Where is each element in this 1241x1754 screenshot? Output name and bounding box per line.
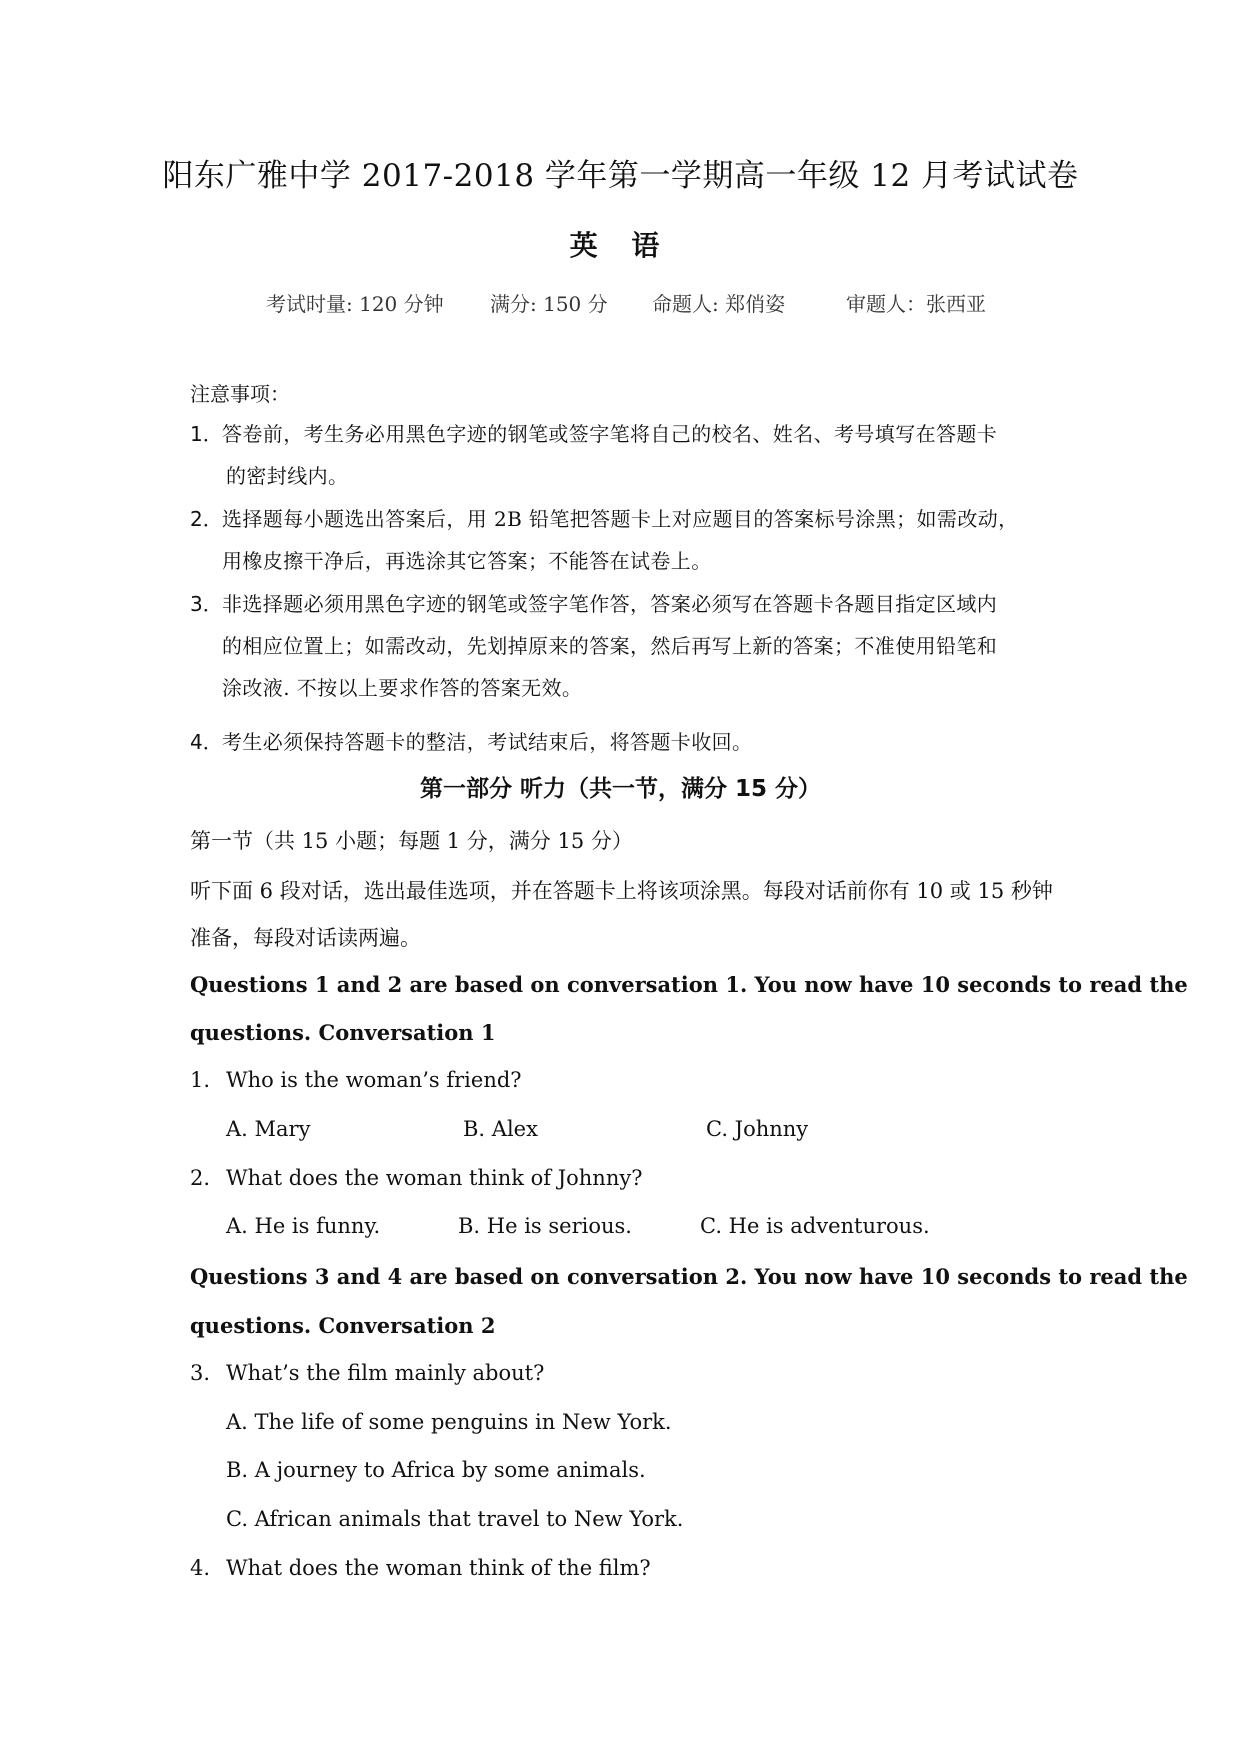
conversation-1-intro: Questions 1 and 2 are based on conversation 1. You now have 10 seconds to read the bbox=[190, 972, 1188, 997]
note-line: 的密封线内。 bbox=[226, 464, 349, 488]
part-one-heading: 第一部分 听力（共一节，满分 15 分） bbox=[419, 776, 822, 802]
question-number: 4. bbox=[190, 1556, 211, 1580]
note-line: 考生必须保持答题卡的整洁，考试结束后，将答题卡收回。 bbox=[222, 730, 753, 754]
conversation-2-label: questions. Conversation 2 bbox=[190, 1313, 496, 1338]
option-b: B. Alex bbox=[463, 1117, 538, 1141]
note-number: 3． bbox=[190, 592, 223, 616]
question-text: What’s the film mainly about? bbox=[226, 1361, 545, 1385]
option-a: A. The life of some penguins in New York. bbox=[226, 1410, 672, 1434]
note-line: 答卷前，考生务必用黑色字迹的钢笔或签字笔将自己的校名、姓名、考号填写在答题卡 bbox=[222, 422, 998, 446]
question-author: 命题人: 郑俏姿 bbox=[652, 292, 786, 316]
conversation-2-intro: Questions 3 and 4 are based on conversation 2. You now have 10 seconds to read the bbox=[190, 1264, 1188, 1289]
full-score: 满分: 150 分 bbox=[490, 292, 608, 316]
listening-instructions: 准备，每段对话读两遍。 bbox=[190, 926, 421, 950]
notes-heading: 注意事项： bbox=[190, 382, 290, 406]
conversation-1-label: questions. Conversation 1 bbox=[190, 1020, 496, 1045]
note-number: 2． bbox=[190, 507, 223, 531]
listening-instructions: 听下面 6 段对话，选出最佳选项，并在答题卡上将该项涂黑。每段对话前你有 10 或 15 秒钟 bbox=[190, 879, 1053, 903]
option-c: C. He is adventurous. bbox=[700, 1214, 930, 1238]
option-a: A. Mary bbox=[226, 1117, 311, 1141]
question-number: 2. bbox=[190, 1166, 211, 1190]
option-c: C. Johnny bbox=[706, 1117, 809, 1141]
option-c: C. African animals that travel to New York. bbox=[226, 1507, 684, 1531]
exam-duration: 考试时量: 120 分钟 bbox=[266, 292, 444, 316]
note-number: 1． bbox=[190, 422, 223, 446]
subject-title: 英 语 bbox=[569, 229, 672, 262]
question-number: 3. bbox=[190, 1361, 211, 1385]
note-number: 4． bbox=[190, 730, 223, 754]
exam-title: 阳东广雅中学 2017-2018 学年第一学期高一年级 12 月考试试卷 bbox=[162, 158, 1079, 194]
option-b: B. A journey to Africa by some animals. bbox=[226, 1458, 646, 1482]
section-one-heading: 第一节（共 15 小题；每题 1 分，满分 15 分） bbox=[190, 829, 633, 853]
question-text: What does the woman think of Johnny? bbox=[226, 1166, 643, 1190]
note-line: 的相应位置上；如需改动，先划掉原来的答案，然后再写上新的答案；不准使用铅笔和 bbox=[222, 634, 998, 658]
note-line: 用橡皮擦干净后，再选涂其它答案；不能答在试卷上。 bbox=[222, 549, 712, 573]
note-line: 选择题每小题选出答案后，用 2B 铅笔把答题卡上对应题目的答案标号涂黑；如需改动， bbox=[222, 507, 1019, 531]
question-text: Who is the woman’s friend? bbox=[226, 1068, 522, 1092]
question-text: What does the woman think of the film? bbox=[226, 1556, 651, 1580]
question-number: 1. bbox=[190, 1068, 211, 1092]
note-line: 非选择题必须用黑色字迹的钢笔或签字笔作答，答案必须写在答题卡各题目指定区域内 bbox=[222, 592, 998, 616]
option-b: B. He is serious. bbox=[458, 1214, 632, 1238]
option-a: A. He is funny. bbox=[226, 1214, 381, 1238]
reviewer: 审题人：张西亚 bbox=[846, 292, 986, 316]
note-line: 涂改液. 不按以上要求作答的答案无效。 bbox=[222, 676, 583, 700]
